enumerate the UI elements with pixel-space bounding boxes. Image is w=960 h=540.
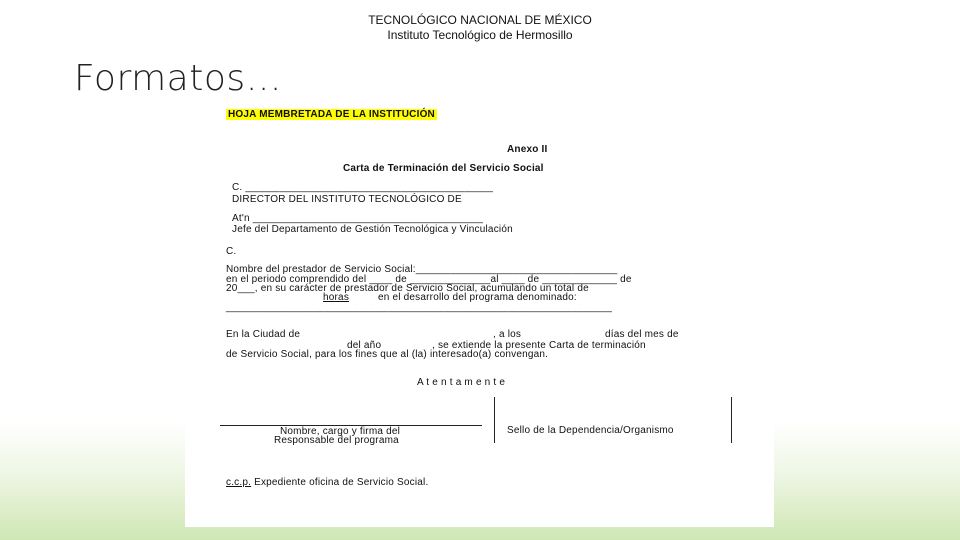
body-line-7: de Servicio Social, para los fines que al (la) interesado(a) convengan. <box>226 349 549 360</box>
signature-caption-2: Responsable del programa <box>274 435 399 446</box>
stamp-caption: Sello de la Dependencia/Organismo <box>507 425 674 436</box>
attention-line: At'n ________________________________________ <box>232 213 484 224</box>
attention-title: Jefe del Departamento de Gestión Tecnológica y Vinculación <box>232 224 513 235</box>
divider-left <box>494 397 495 443</box>
body-line-6: , se extiende la presente Carta de terminación <box>432 340 646 351</box>
hours-label: horas <box>323 292 350 303</box>
greeting: C. <box>226 246 237 257</box>
closing: A t e n t a m e n t e <box>417 377 506 388</box>
divider-right <box>731 397 732 443</box>
city-label: En la Ciudad de <box>226 329 301 340</box>
document-title: Carta de Terminación del Servicio Social <box>343 163 544 174</box>
letterhead-label: HOJA MEMBRETADA DE LA INSTITUCIÓN <box>228 109 435 120</box>
recipient-line: C. ___________________________________________ <box>232 182 494 193</box>
ccp-text: Expediente oficina de Servicio Social. <box>254 477 429 488</box>
document-image <box>185 107 774 527</box>
signature-caption: Nombre, cargo y firma del <box>280 426 401 437</box>
year-label: del año <box>347 340 382 351</box>
slide-title: Formatos… <box>74 58 283 99</box>
month-label: días del mes de <box>605 329 679 340</box>
recipient-title: DIRECTOR DEL INSTITUTO TECNOLÓGICO DE <box>232 194 462 205</box>
body-line-2: en el periodo comprendido del ____ de ______________al ____ de _____________ de <box>226 274 632 285</box>
program-line: ___________________________________________________________________ <box>226 302 613 313</box>
body-line-3: 20___, en su carácter de prestador de Servicio Social, acumulando un total de <box>226 283 589 294</box>
annex-label: Anexo II <box>507 144 548 155</box>
body-line-4: en el desarrollo del programa denominado: <box>378 292 577 303</box>
header-campus: Instituto Tecnológico de Hermosillo <box>387 28 573 42</box>
ccp-line <box>226 477 428 488</box>
ccp-label: c.c.p. <box>226 477 252 488</box>
body-line-1: Nombre del prestador de Servicio Social:___________________________________ <box>226 264 618 275</box>
day-label: , a los <box>493 329 522 340</box>
header-institution: TECNOLÓGICO NACIONAL DE MÉXICO <box>368 13 592 27</box>
